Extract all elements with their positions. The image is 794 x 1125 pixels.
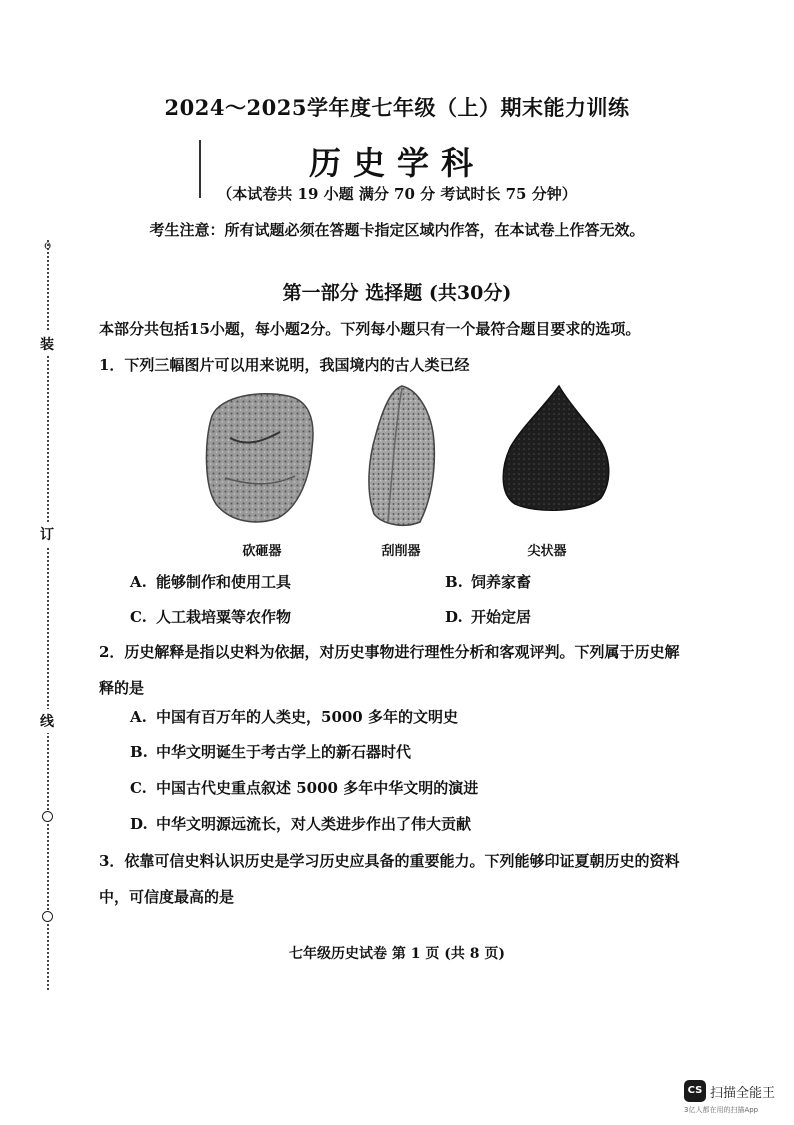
question-2-option-a <box>130 706 458 727</box>
page-footer: 七年级历史试卷 第 1 页 (共 8 页) <box>289 946 505 962</box>
question-2-stem-line-2: 释的是 <box>99 679 145 697</box>
option-text: 开始定居 <box>471 608 532 626</box>
option-text: 饲养家畜 <box>471 573 532 591</box>
option-letter: D. <box>445 608 463 626</box>
scanner-name: 扫描全能王 <box>710 1086 776 1101</box>
binding-hole-circle <box>42 911 53 922</box>
option-text: 中华文明诞生于考古学上的新石器时代 <box>156 743 412 761</box>
option-letter: D. <box>130 815 148 833</box>
binding-char-zhuang: 装 <box>40 332 54 356</box>
exam-info: （本试卷共 19 小题 满分 70 分 考试时长 75 分钟） <box>217 185 577 203</box>
exam-title: 2024～2025学年度七年级（上）期末能力训练 <box>164 95 630 120</box>
option-text: 人工栽培粟等农作物 <box>156 608 292 626</box>
part-heading: 第一部分 选择题 (共30分) <box>282 282 512 304</box>
pointed-stone-tool <box>497 382 615 514</box>
option-text: 能够制作和使用工具 <box>156 573 292 591</box>
option-letter: B. <box>445 573 463 591</box>
option-letter: C. <box>130 608 147 626</box>
option-letter: B. <box>130 743 148 761</box>
scraper-stone-tool <box>362 382 440 530</box>
question-2-option-b <box>130 741 411 762</box>
scanner-logo-icon: CS <box>684 1080 706 1102</box>
question-3-stem-line-1: 3．依靠可信史料认识历史是学习历史应具备的重要能力。下列能够印证夏朝历史的资料 <box>99 852 680 870</box>
question-1-option-b <box>445 571 531 592</box>
figure-caption-pointed: 尖状器 <box>527 544 567 559</box>
binding-top-mark: o <box>44 238 52 252</box>
binding-hole-circle <box>42 811 53 822</box>
question-1-stem: 1．下列三幅图片可以用来说明，我国境内的古人类已经 <box>99 356 470 374</box>
question-2-option-c <box>130 777 478 798</box>
exam-notice: 考生注意：所有试题必须在答题卡指定区域内作答，在本试卷上作答无效。 <box>149 221 645 239</box>
chopper-stone-tool <box>200 388 320 528</box>
option-letter: A. <box>130 708 147 726</box>
binding-char-xian: 线 <box>40 709 54 733</box>
question-1-option-d <box>445 606 531 627</box>
option-letter: C. <box>130 779 147 797</box>
option-text: 中华文明源远流长，对人类进步作出了伟大贡献 <box>156 815 472 833</box>
scanner-tagline: 3亿人都在用的扫描App <box>684 1106 759 1114</box>
question-2-stem-line-1: 2．历史解释是指以史料为依据，对历史事物进行理性分析和客观评判。下列属于历史解 <box>99 643 680 661</box>
question-2-option-d <box>130 813 471 834</box>
part-intro: 本部分共包括15小题，每小题2分。下列每小题只有一个最符合题目要求的选项。 <box>99 320 641 338</box>
figure-caption-chopper: 砍砸器 <box>242 544 282 559</box>
question-1-option-a <box>130 571 291 592</box>
binding-char-ding: 订 <box>40 522 54 546</box>
figure-caption-scraper: 刮削器 <box>381 544 421 559</box>
scanner-watermark <box>684 1080 784 1120</box>
option-text: 中国古代史重点叙述 5000 多年中华文明的演进 <box>156 779 479 797</box>
option-text: 中国有百万年的人类史，5000 多年的文明史 <box>156 708 458 726</box>
question-3-stem-line-2: 中，可信度最高的是 <box>99 888 235 906</box>
option-letter: A. <box>130 573 147 591</box>
question-1-option-c <box>130 606 291 627</box>
subject-title: 历史学科 <box>308 144 485 182</box>
